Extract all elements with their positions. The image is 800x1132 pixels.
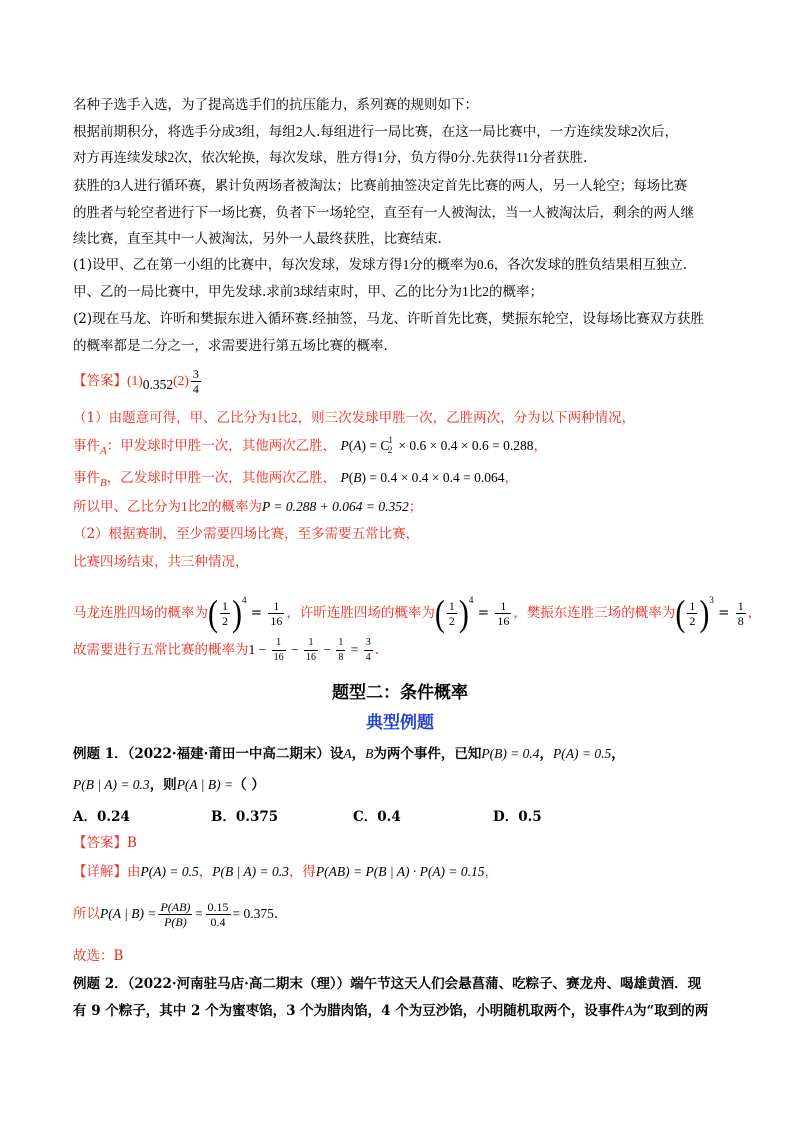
solution-line: 所以甲、乙比分为1比2的概率为P = 0.288 + 0.064 = 0.352；: [73, 499, 423, 515]
problem-line: 的胜者与轮空者进行下一场比赛，负者下一场轮空，直至有一人被淘汰，当一人被淘汰后，剩余的两人继: [73, 205, 694, 221]
detail-line: 【详解】由P(A) = 0.5，P(B | A) = 0.3，得P(AB) = P(B | A) · P(A) = 0.15，: [73, 864, 499, 880]
solution-line: 故需要进行五常比赛的概率为1 − $\frac{1}{16}$ − $\frac{1}{16}$ − $\frac{1}{8}$ = $\frac{3}{4}$ .: [73, 637, 380, 664]
detail-line: 所以P(A | B) = $\frac{P(AB)}{P(B)}$ = $\frac{0.15}{0.4}$ = 0.375.: [73, 900, 279, 929]
problem-line: (2)现在马龙、许昕和樊振东进入循环赛.经抽签，马龙、许昕首先比赛，樊振东轮空，设每场比赛双方获胜: [73, 311, 704, 327]
answer-line: 【答案】(1)0.352(2) $\frac{3}{4}$: [73, 367, 199, 396]
problem-line: 的概率都是二分之一，求需要进行第五场比赛的概率.: [73, 338, 388, 354]
solution-line: （1）由题意可得，甲、乙比分为1比2，则三次发球甲胜一次，乙胜两次，分为以下两种情况，: [73, 410, 636, 426]
solution-line: （2）根据赛制，至少需要四场比赛，至多需要五常比赛，: [73, 526, 420, 542]
answer-fraction: $\frac{3}{4}$: [192, 367, 199, 396]
problem-line: 甲、乙的一局比赛中，甲先发球.求前3球结束时，甲、乙的比分为1比2的概率；: [73, 284, 544, 300]
problem-line: 获胜的3人进行循环赛，累计负两场者被淘汰；比赛前抽签决定首先比赛的两人，另一人轮空；每场比赛: [73, 178, 688, 194]
example-1-line: 例题 1．（2022·福建·莆田一中高二期末）设A，B为两个事件，已知P(B) = 0.4，P(A) = 0.5，: [73, 746, 625, 762]
example-2-line: 例题 2．（2022·河南驻马店·高二期末（理））端午节这天人们会悬菖蒲、吃粽子、赛龙舟、喝雄黄酒．现: [73, 976, 702, 992]
section-title: 题型二：条件概率: [332, 683, 468, 703]
option-d[interactable]: D．0.5: [493, 809, 542, 825]
option-b[interactable]: B．0.375: [211, 809, 279, 825]
example-1-line: P(B | A) = 0.3，则P(A | B) =（ ）: [73, 777, 265, 793]
problem-line: 续比赛，直至其中一人被淘汰，另外一人最终获胜，比赛结束.: [73, 231, 442, 247]
solution-line: 马龙连胜四场的概率为( $\frac{1}{2}$ )$^4$ = $\frac{1}{16}$ ，许昕连胜四场的概率为( $\frac{1}{2}$ )$^4$ = $\frac{1}{16}$ ，樊振东连胜三场的概率为( $\frac{1}{2}$ )$^3$ = $\frac{1}{8}$ ，: [73, 592, 762, 634]
problem-line: 根据前期积分，将选手分成3组，每组2人.每组进行一局比赛，在这一局比赛中，一方连续发球2次后，: [73, 124, 679, 140]
problem-line: (1)设甲、乙在第一小组的比赛中，每次发球，发球方得1分的概率为0.6，各次发球的胜负结果相互独立.: [73, 257, 688, 273]
problem-line: 对方再连续发球2次，依次轮换，每次发球，胜方得1分，负方得0分.先获得11分者获胜.: [73, 150, 588, 166]
option-a[interactable]: A．0.24: [73, 809, 130, 825]
example-2-line: 有 9 个粽子，其中 2 个为蜜枣馅，3 个为腊肉馅，4 个为豆沙馅，小明随机取两个，设事件A为“取到的两: [73, 1003, 709, 1019]
answer-line: 【答案】B: [73, 835, 137, 851]
solution-line: 事件$_A$：甲发球时甲胜一次，其他两次乙胜， $P(A) = C^1_2 \times 0.6 \times 0.4 \times 0.6 = 0.288$，: [73, 435, 547, 457]
solution-line: 比赛四场结束，共三种情况，: [73, 554, 249, 570]
section-subtitle: 典型例题: [366, 713, 434, 733]
option-c[interactable]: C．0.4: [353, 809, 401, 825]
choose-line: 故选：B: [73, 948, 124, 964]
problem-line: 名种子选手入选，为了提高选手们的抗压能力，系列赛的规则如下：: [73, 97, 478, 113]
solution-line: 事件$_B$，乙发球时甲胜一次，其他两次乙胜， P(B) = 0.4 × 0.4 × 0.4 = 0.064，: [73, 470, 518, 489]
